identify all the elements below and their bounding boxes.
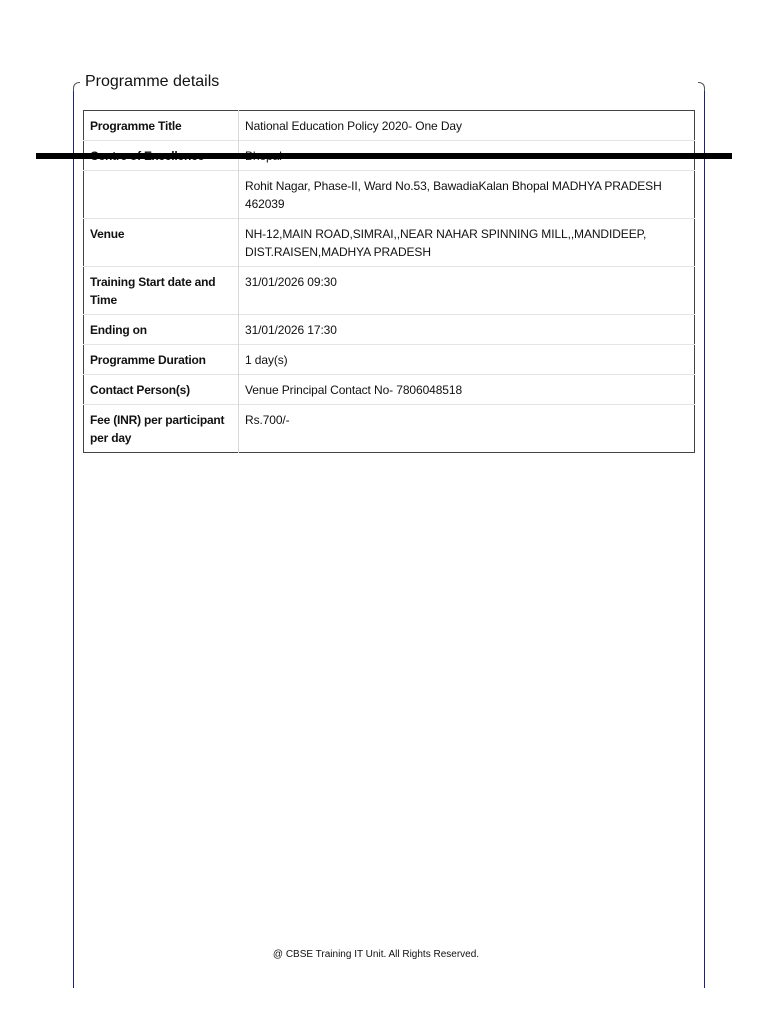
frame-right-border <box>704 88 705 988</box>
row-value: 31/01/2026 09:30 <box>239 267 695 315</box>
frame-corner-left <box>73 82 80 91</box>
table-row <box>84 171 695 219</box>
section-legend: Programme details <box>83 71 221 93</box>
table-row <box>84 111 695 141</box>
row-label: Venue <box>84 219 239 267</box>
table-row <box>84 267 695 315</box>
row-label <box>84 171 239 219</box>
row-value: Rohit Nagar, Phase-II, Ward No.53, BawadiaKalan Bhopal MADHYA PRADESH 462039 <box>239 171 695 219</box>
row-label: Contact Person(s) <box>84 375 239 405</box>
row-label: Fee (INR) per participant per day <box>84 405 239 453</box>
frame-corner-right <box>698 82 705 91</box>
programme-details-table <box>83 110 695 453</box>
redaction-bar <box>36 153 732 159</box>
row-label: Programme Duration <box>84 345 239 375</box>
table-row <box>84 405 695 453</box>
table-row <box>84 219 695 267</box>
row-label: Ending on <box>84 315 239 345</box>
row-label: Training Start date and Time <box>84 267 239 315</box>
row-value: Rs.700/- <box>239 405 695 453</box>
row-value: Venue Principal Contact No- 7806048518 <box>239 375 695 405</box>
row-value: 1 day(s) <box>239 345 695 375</box>
row-label: Programme Title <box>84 111 239 141</box>
row-value: NH-12,MAIN ROAD,SIMRAI,,NEAR NAHAR SPINNING MILL,,MANDIDEEP, DIST.RAISEN,MADHYA PRADESH <box>239 219 695 267</box>
footer-copyright: @ CBSE Training IT Unit. All Rights Reserved. <box>272 949 480 960</box>
table-row <box>84 345 695 375</box>
row-value: 31/01/2026 17:30 <box>239 315 695 345</box>
row-value: National Education Policy 2020- One Day <box>245 119 462 133</box>
frame-left-border <box>73 88 74 988</box>
table-row <box>84 315 695 345</box>
table-row <box>84 375 695 405</box>
